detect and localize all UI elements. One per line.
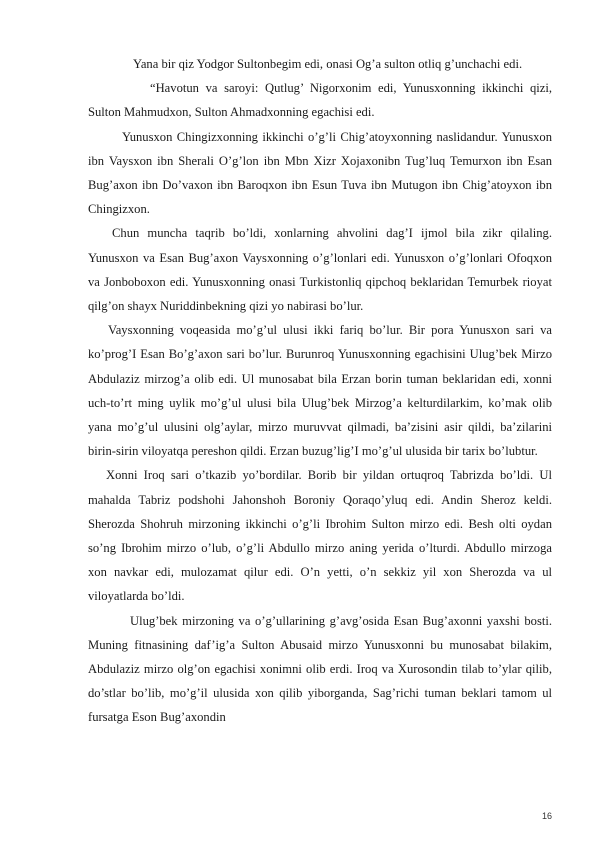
page-number: 16 bbox=[541, 811, 552, 821]
paragraph-7: Ulug’bek mirzoning va o’g’ullarining g’avg’osida Esan Bug’axonni yaxshi bosti. Muning fitnasining daf’ig’a Sulton Abusaid mirzo Yunusxonni bu munosabat bilakim, Abdulaziz mirzo olg’on egachisi xonimni olib erdi. Iroq va Xurosondin tilab to’ylar qilib, do’stlar bo’lib, mo’g’il ulusida xon qilib yiborganda, Sag’richi tuman beklari tamom ul fursatga Eson Bug’axondin bbox=[88, 613, 552, 725]
body-text bbox=[88, 52, 552, 730]
paragraph-6: Xonni Iroq sari o’tkazib yo’bordilar. Borib bir yildan ortuqroq Tabrizda bo’ldi. Ul mahalda Tabriz podshohi Jahonshoh Boroniy Qoraqo’yluq edi. Andin Sheroz keldi. Sherozda Shohruh mirzoning ikkinchi o’g’li Ibrohim Sulton mirzo edi. Besh olti oydan so’ng Ibrohim mirzo o’lub, o’g’li Abdullo mirzo aning yerida o’lturdi. Abdullo mirzoga xon navkar edi, mulozamat qilur edi. O’n yetti, o’n sekkiz yil xon Sherozda va ul viloyatlarda bo’ldi. bbox=[88, 468, 552, 604]
paragraph-2: “Havotun va saroyi: Qutlug’ Nigorxonim edi, Yunusxonning ikkinchi qizi, Sulton Mahmudxon, Sulton Ahmadxonning egachisi edi. bbox=[88, 81, 552, 120]
paragraph-3: Yunusxon Chingizxonning ikkinchi o’g’li Chig’atoyxonning naslidandur. Yunusxon ibn Vaysxon ibn Sherali O’g’lon ibn Mbn Xizr Xojaxonibn Tug’luq Temurxon ibn Esan Bug’axon ibn Do’vaxon ibn Baroqxon ibn Esun Tuva ibn Mutugon ibn Chig’atoyxon ibn Chingizxon. bbox=[88, 129, 552, 217]
paragraph-5: Vaysxonning voqeasida mo’g’ul ulusi ikki fariq bo’lur. Bir pora Yunusxon sari va ko’prog’I Esan Bo’g’axon sari bo’lur. Burunroq Yunusxonning egachisini Ulug’bek Mirzo Abdulaziz mirzog’a olib edi. Ul munosabat bila Erzan borin tuman beklaridan edi, xonni uch-to’rt ming uylik mo’g’ul ulusi bila Ulug’bek Mirzog’a kelturdilarkim, ko’mak olib yana mo’g’ul ulusini olg’aylar, mirzo muruvvat qilmadi, ba’zisini asir qildi, ba’zilarini birin-sirin viloyatqa pereshon qildi. Erzan buzug’lig’I mo’g’ul ulusida bir tarix bo’lubtur. bbox=[88, 323, 552, 459]
paragraph-4: Chun muncha taqrib bo’ldi, xonlarning ahvolini dag’I ijmol bila zikr qilaling. Yunusxon va Esan Bug’axon Vaysxonning o’g’lonlari edi. Yunusxon o’g’lonlari Ofoqxon va Jonboboxon edi. Yunusxonning onasi Turkistonliq qipchoq beklaridan Temurbek rioyat qilg’on shayx Nuriddinbekning qizi yo nabirasi bo’lur. bbox=[88, 226, 552, 314]
paragraph-1: Yana bir qiz Yodgor Sultonbegim edi, onasi Og’a sulton otliq g’unchachi edi. bbox=[133, 57, 523, 71]
